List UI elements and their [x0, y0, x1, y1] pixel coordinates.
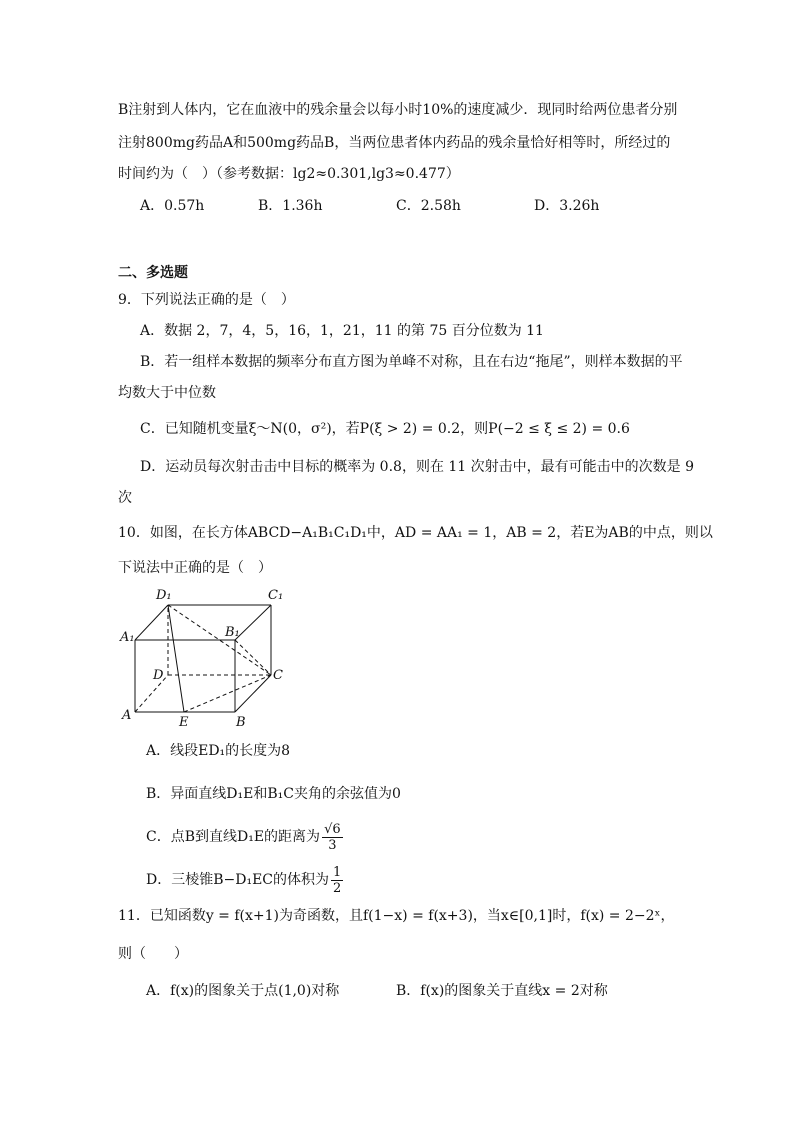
q10-option-c — [146, 817, 345, 857]
label-d1: D₁ — [156, 588, 172, 603]
label-e: E — [179, 715, 189, 730]
fraction-numerator: √6 — [324, 821, 341, 837]
q10-option-c-fraction — [322, 822, 343, 853]
q8-line-1: B注射到人体内，它在血液中的残余量会以每小时10%的速度减少．现同时给两位患者分别 — [118, 102, 678, 118]
q10-option-d-text: D．三棱锥B−D₁EC的体积为 — [146, 872, 330, 888]
segment-e-c — [184, 675, 271, 712]
label-a1: A₁ — [120, 630, 135, 645]
label-c1: C₁ — [268, 588, 284, 603]
edge-b-c — [235, 675, 271, 712]
q11-stem-line-1: 11．已知函数y = f(x+1)为奇函数，且f(1−x) = f(x+3)，当x∈[0,1]时，f(x) = 2−2ˣ， — [118, 908, 675, 924]
q9-option-d-line-1: D．运动员每次射击击中目标的概率为 0.8，则在 11 次射击中，最有可能击中的次数是 9 — [140, 459, 695, 475]
q10-option-a: A．线段ED₁的长度为8 — [146, 743, 291, 759]
segment-b1-c — [235, 640, 271, 675]
label-b1: B₁ — [225, 625, 240, 640]
q9-option-b-line-2: 均数大于中位数 — [118, 385, 216, 401]
q10-option-d-fraction — [331, 865, 343, 896]
q8-line-2: 注射800mg药品A和500mg药品B，当两位患者体内药品的残余量恰好相等时，所经过的 — [118, 135, 671, 151]
segment-d1-e — [168, 605, 184, 712]
fraction-denominator: 3 — [328, 837, 337, 853]
fraction-denominator: 2 — [333, 880, 342, 896]
fraction-numerator: 1 — [333, 864, 342, 880]
label-b: B — [236, 715, 246, 730]
q11-option-a: A．f(x)的图象关于点(1,0)对称 — [146, 983, 340, 999]
q9-option-c: C．已知随机变量ξ～N(0，σ²)，若P(ξ > 2) = 0.2，则P(−2 ≤ ξ ≤ 2) = 0.6 — [140, 421, 630, 437]
label-d: D — [153, 668, 164, 683]
q11-stem-line-2: 则（ ） — [118, 946, 188, 962]
q9-option-a: A．数据 2，7，4，5，16，1，21，11 的第 75 百分位数为 11 — [140, 323, 544, 339]
q10-option-d — [146, 860, 345, 900]
edge-a1-d1 — [135, 605, 168, 640]
q8-option-c: C．2.58h — [396, 198, 461, 214]
q8-option-a: A．0.57h — [140, 198, 205, 214]
cuboid-figure — [118, 585, 298, 730]
q8-option-b: B．1.36h — [258, 198, 323, 214]
q8-line-3: 时间约为（ ）（参考数据：lg2≈0.301,lg3≈0.477） — [118, 166, 460, 182]
q9-option-b-line-1: B．若一组样本数据的频率分布直方图为单峰不对称，且在右边“拖尾”，则样本数据的平 — [140, 354, 683, 370]
q9-stem: 9．下列说法正确的是（ ） — [118, 292, 295, 308]
q11-option-b: B．f(x)的图象关于直线x = 2对称 — [396, 983, 608, 999]
q9-option-d-line-2: 次 — [118, 490, 132, 506]
q10-option-c-text: C．点B到直线D₁E的距离为 — [146, 829, 321, 845]
q10-stem-line-2: 下说法中正确的是（ ） — [118, 560, 272, 576]
label-a: A — [122, 708, 132, 723]
section-title: 二、多选题 — [118, 265, 188, 281]
q10-stem-line-1: 10．如图，在长方体ABCD−A₁B₁C₁D₁中，AD = AA₁ = 1，AB = 2，若E为AB的中点，则以 — [118, 525, 713, 541]
label-c: C — [273, 668, 283, 683]
edge-b1-c1 — [235, 605, 271, 640]
q8-option-d: D．3.26h — [534, 198, 600, 214]
q10-option-b: B．异面直线D₁E和B₁C夹角的余弦值为0 — [146, 786, 401, 802]
